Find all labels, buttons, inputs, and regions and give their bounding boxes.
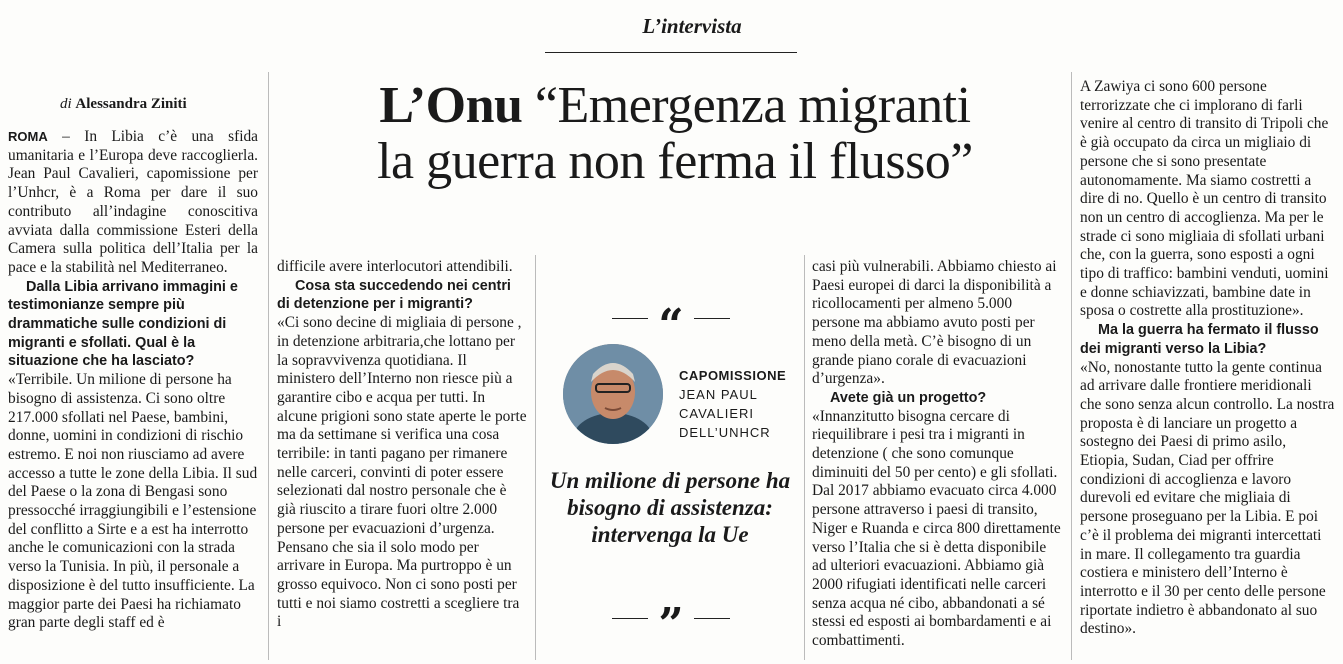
column-rule-1	[268, 72, 269, 660]
quote-rule-left-top	[612, 318, 648, 319]
column-rule-4	[1071, 72, 1072, 660]
column-3-continuation: casi più vulnerabili. Abbiamo chiesto ai Paesi europei di darci la disponibilità a ricollocamenti per almeno 5.000 persone ma abbiamo avuto posti per meno della metà. C’è bisogno di un grande piano corale di evacuazioni d’urgenza».	[812, 258, 1057, 388]
interviewee-name-line-1: JEAN PAUL	[679, 387, 758, 402]
section-label: L’intervista	[642, 14, 742, 38]
quote-rule-right-top	[694, 318, 730, 319]
column-rule-2	[535, 255, 536, 660]
headline-line-1-rest: “Emergenza migranti	[534, 77, 971, 134]
column-1	[8, 128, 258, 660]
headline-strong: L’Onu	[379, 77, 523, 134]
question-2: Cosa sta succedendo nei centri di detenzione per i migranti?	[277, 277, 511, 313]
column-rule-3	[804, 255, 805, 660]
answer-1: «Terribile. Un milione di persone ha bisogno di assistenza. Ci sono oltre 217.000 sfollati nel Paese, bambini, donne, uomini in condizioni di rischio estremo. E noi non riusciamo ad avere accesso a tutte le zone della Libia. Il sud del Paese o la zona di Bengasi sono pressocché irraggiungibili e l’estensione del conflitto a Sirte e a est ha interrotto anche le comunicazioni con la strada verso la Tunisia. In più, il personale a disposizione è del tutto insufficiente. La maggior parte dei Paesi ha richiamato gran parte degli staff ed è	[8, 371, 258, 632]
headline-line-1	[290, 78, 1060, 134]
column-4	[1080, 78, 1335, 660]
question-3: Avete già un progetto?	[830, 389, 987, 406]
close-quote-mark: ”	[658, 599, 684, 650]
interviewee-name-line-2: CAVALIERI	[679, 406, 754, 421]
pull-quote: Un milione di persone ha bisogno di assistenza: intervenga la Ue	[549, 468, 791, 547]
byline-author: Alessandra Ziniti	[75, 96, 187, 112]
open-quote-mark: “	[658, 300, 684, 351]
answer-3: «Innanzitutto bisogna cercare di riequilibrare i pesi tra i migranti in detenzione ( che sono comunque diminuiti del 50 per cento) e gli sfollati. Dal 2017 abbiamo evacuato circa 4.000 persone attraverso i paesi di transito, Niger e Ruanda e circa 800 direttamente verso l’Italia che si è detta disponibile ad ulteriori evacuazioni. Abbiamo già 2000 rifugiati identificati nelle carceri senza acqua né cibo, abbandonati a sé stessi ed esposti ai bombardamenti e ai combattimenti.	[812, 407, 1061, 650]
answer-4: «No, nonostante tutto la gente continua ad arrivare dalle frontiere meridionali che sono senza alcun controllo. La nostra proposta è di lanciare un progetto a sostegno dei Paesi di primo asilo, Etiopia, Sudan, Ciad per offrire condizioni di accoglienza e lavoro durevoli ed evitare che migliaia di persone proseguano per la Libia. E poi c’è il problema dei migranti intercettati in mare. Il collegamento tra guardia costiera e ministero dell’Interno è interrotto e il 30 per cento delle persone riportate indietro è abbandonato al suo destino».	[1080, 358, 1335, 638]
column-3	[812, 258, 1062, 660]
lead-text: – In Libia c’è una sfida umanitaria e l’Europa deve raccoglierla. Jean Paul Cavalieri, capomissione per l’Unhcr, è a Roma per dare il suo contributo all’indagine conoscitiva avviata dalla commissione Esteri della Camera sulla politica dell’Italia per la pace e la stabilità nel Mediterraneo.	[8, 128, 258, 276]
interviewee-role: CAPOMISSIONE	[679, 368, 787, 383]
quote-rule-left-bottom	[612, 618, 648, 619]
question-4: Ma la guerra ha fermato il flusso dei migranti verso la Libia?	[1080, 322, 1319, 357]
answer-2: «Ci sono decine di migliaia di persone , in detenzione arbitraria,che lottano per la sopravvivenza quotidiana. Il ministero dell’Interno non riesce più a garantire cibo e acqua per tutti. In alcune prigioni sono state aperte le porte ma da settimane si verifica una cosa terribile: in tanti pagano per rimanere nelle carceri, convinti di poter essere selezionati dal nostro personale che è già riuscito a tirare fuori oltre 2.000 persone per evacuazioni d’urgenza. Pensano che sia il solo modo per arrivare in Europa. Ma purtroppo è un grosso equivoco. Non ci sono posti per tutti e noi siamo costretti a scegliere tra i	[277, 314, 527, 631]
portrait-photo	[563, 344, 663, 444]
question-1: Dalla Libia arrivano immagini e testimonianze sempre più drammatiche sulle condizioni di migranti e sfollati. Qual è la situazione che ha lasciato?	[8, 278, 238, 370]
byline-prefix: di	[60, 96, 72, 112]
section-rule	[545, 52, 797, 53]
portrait-icon	[563, 344, 663, 444]
column-2-continuation: difficile avere interlocutori attendibili.	[277, 258, 513, 275]
interviewee-name-line-3: DELL’UNHCR	[679, 425, 771, 440]
column-2	[277, 258, 527, 660]
headline-line-2: la guerra non ferma il flusso”	[377, 133, 973, 190]
dateline: ROMA	[8, 129, 48, 144]
byline	[60, 96, 255, 113]
quote-rule-right-bottom	[694, 618, 730, 619]
column-4-continuation: A Zawiya ci sono 600 persone terrorizzate che ci implorano di farli venire al centro di transito di Tripoli che è già occupato da circa un migliaio di persone che si sono presentate autonomamente. Ma siamo costretti a dire di no. Quello è un centro di transito non un centro di accoglienza. Ma per le strade ci sono migliaia di sfollati urbani che, con la guerra, sono esposti a ogni tipo di traffico: bambini venduti, uomini e donne schiavizzati, bambine date in sposa o costrette alla prostituzione».	[1080, 78, 1329, 320]
headline	[290, 78, 1060, 190]
lead-paragraph	[8, 128, 258, 278]
